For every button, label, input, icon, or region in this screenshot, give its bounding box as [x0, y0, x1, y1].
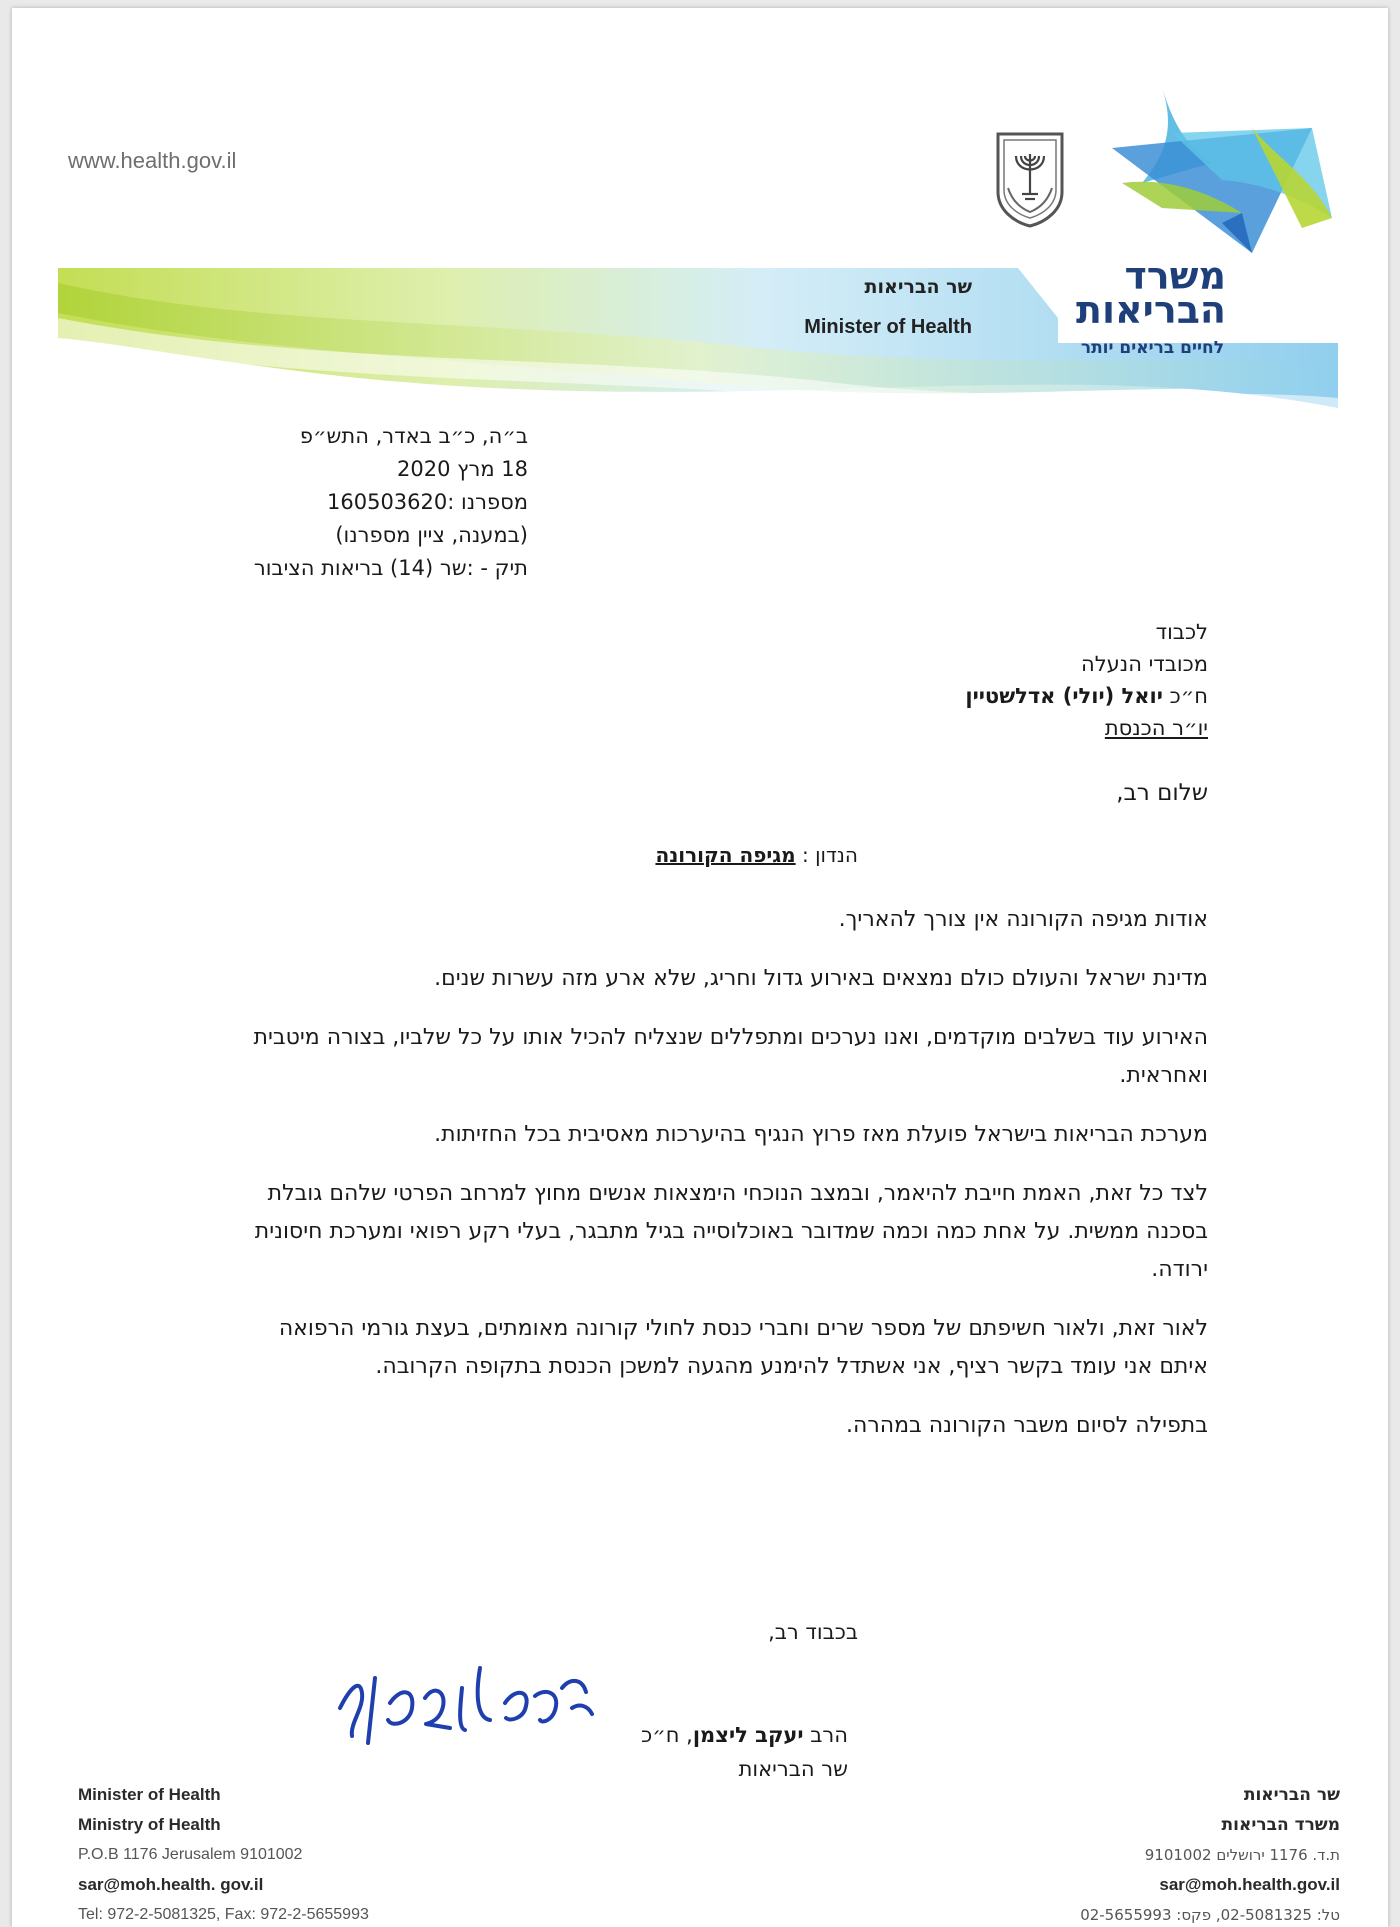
- footer-en-phone: Tel: 972-2-5081325, Fax: 972-2-5655993: [78, 1906, 369, 1923]
- signer-suffix: , ח״כ: [641, 1723, 693, 1747]
- gregorian-date: 18 מרץ 2020: [397, 457, 528, 481]
- reference-number: מספרנו :160503620: [327, 490, 528, 514]
- addressee-name: יואל (יולי) אדלשטיין: [965, 684, 1163, 708]
- footer-en-minister: Minister of Health: [78, 1785, 221, 1804]
- letter-body: [248, 901, 1208, 1466]
- body-paragraph: מערכת הבריאות בישראל פועלת מאז פרוץ הנגיף בהיערכות מאסיבית בכל החזיתות.: [434, 1122, 1208, 1147]
- subject-value: מגיפה הקורונה: [655, 843, 796, 867]
- minister-title-english: Minister of Health: [804, 316, 972, 338]
- body-paragraph: האירוע עוד בשלבים מוקדמים, ואנו נערכים ומתפללים שנצליח להכיל אותו על כל שלביו, בצורה מיטבית ואחראית.: [253, 1025, 1208, 1088]
- footer-hebrew: [1080, 1780, 1340, 1927]
- state-emblem-icon: [990, 128, 1070, 228]
- body-paragraph: מדינת ישראל והעולם כולם נמצאים באירוע גדול וחריג, שלא ארע מזה עשרות שנים.: [434, 966, 1208, 991]
- letter-meta-block: [254, 420, 528, 585]
- addressee-title: יו״ר הכנסת: [1104, 716, 1208, 740]
- reference-note: (במענה, ציין מספרנו): [335, 523, 528, 547]
- addressee-name-prefix: ח״כ: [1162, 684, 1208, 708]
- subject-line: [655, 843, 858, 867]
- body-paragraph: לאור זאת, ולאור חשיפתם של מספר שרים וחברי כנסת לחולי קורונה מאומתים, בעצת גורמי הרפואה איתם אני עומד בקשר רציף, אני אשתדל להימנע מהגעה למשכן הכנסת בתקופה הקרובה.: [278, 1316, 1208, 1379]
- addressee-block: [965, 616, 1208, 744]
- subject-label: הנדון :: [795, 843, 858, 867]
- footer-he-minister: שר הבריאות: [1243, 1785, 1340, 1805]
- letter-page: [12, 8, 1388, 1927]
- signer-name-line: [641, 1718, 848, 1752]
- website-url: www.health.gov.il: [68, 148, 237, 173]
- footer-he-phone: טל: 02-5081325, פקס: 02-5655993: [1080, 1906, 1340, 1924]
- body-paragraph: לצד כל זאת, האמת חייבת להיאמר, ובמצב הנוכחי הימצאות אנשים מחוץ למרחב הפרטי שלהם גובלת בסכנה ממשית. על אחת כמה וכמה שמדובר באוכלוסייה בגיל מתבגר, בעלי רקע רפואי ומערכת חיסונית ירודה.: [254, 1181, 1208, 1282]
- body-paragraph: אודות מגיפה הקורונה אין צורך להאריך.: [838, 907, 1208, 932]
- logo-tagline: לחיים בריאים יותר: [1080, 338, 1224, 358]
- footer-en-address: P.O.B 1176 Jerusalem 9101002: [78, 1846, 303, 1863]
- footer-he-email: sar@moh.health.gov.il: [1159, 1875, 1340, 1894]
- addressee-line-respected: מכובדי הנעלה: [1081, 652, 1208, 676]
- footer-english: [78, 1780, 369, 1927]
- footer-he-ministry: משרד הבריאות: [1221, 1815, 1340, 1835]
- signer-block: [641, 1718, 848, 1786]
- logo-text-health: הבריאות: [1075, 288, 1226, 332]
- hebrew-date: ב״ה, כ״ב באדר, התש״פ: [299, 424, 528, 448]
- file-reference: תיק - :שר (14) בריאות הציבור: [253, 556, 528, 580]
- logo-text-ministry: משרד: [1124, 254, 1226, 298]
- footer-en-ministry: Ministry of Health: [78, 1815, 221, 1834]
- closing-salutation: בכבוד רב,: [768, 1620, 858, 1644]
- footer-en-email: sar@moh.health. gov.il: [78, 1875, 264, 1894]
- addressee-line-honor: לכבוד: [1155, 620, 1208, 644]
- signer-prefix: הרב: [803, 1723, 848, 1747]
- handwritten-signature: [330, 1648, 600, 1758]
- minister-title-hebrew: שר הבריאות: [864, 276, 972, 298]
- body-paragraph: בתפילה לסיום משבר הקורונה במהרה.: [845, 1413, 1208, 1438]
- addressee-name-line: [965, 680, 1208, 712]
- greeting: שלום רב,: [1116, 780, 1208, 806]
- footer-he-address: ת.ד. 1176 ירושלים 9101002: [1144, 1846, 1340, 1864]
- signer-title: שר הבריאות: [738, 1757, 848, 1781]
- signer-name: יעקב ליצמן: [692, 1723, 804, 1747]
